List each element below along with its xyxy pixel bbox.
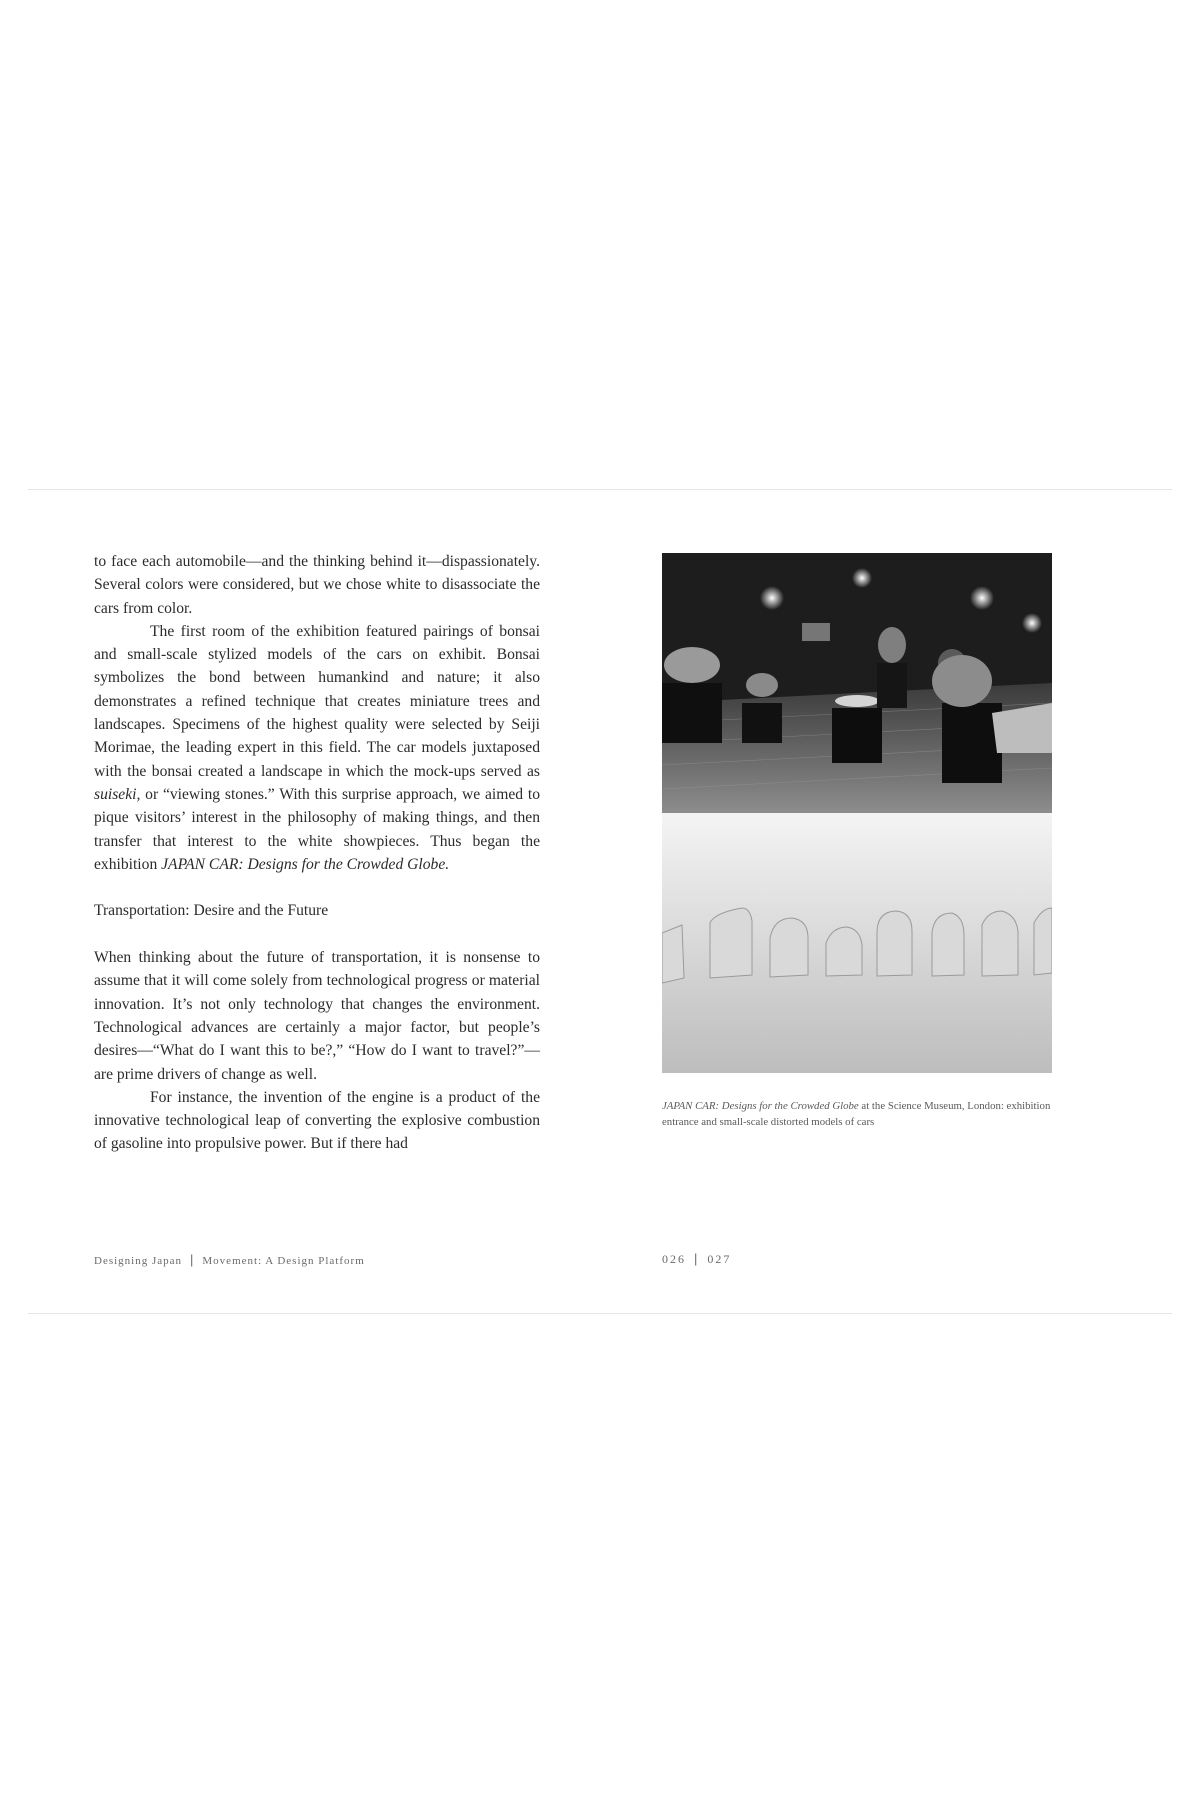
- term-suiseki: suiseki,: [94, 785, 141, 803]
- paragraph-3: When thinking about the future of transportation, it is nonsense to assume that it will come solely from technological progress or material innovation. It’s not only technology that changes the environment. Technological advances are certainly a major factor, but people’s desires—“What do I want this to be?,” “How do I want to travel?”—are prime drivers of change as well.: [94, 949, 540, 1083]
- chapter-title: Movement: A Design Platform: [202, 1255, 365, 1267]
- paragraph-4: For instance, the invention of the engine is a product of the innovative technological leap of converting the explosive combustion of gasoline into propulsive power. But if there had: [94, 1088, 540, 1153]
- figure-caption: [662, 1098, 1062, 1130]
- top-divider: [28, 489, 1172, 490]
- page-number-left: 026: [662, 1252, 686, 1266]
- running-footer: Designing Japan | Movement: A Design Platform: [94, 1252, 365, 1267]
- caption-text: at the Science Museum, London: exhibition entrance and small-scale distorted models of cars: [662, 1100, 1051, 1128]
- caption-title: JAPAN CAR: Designs for the Crowded Globe: [662, 1100, 859, 1112]
- bottom-divider: [28, 1313, 1172, 1314]
- photo-car-models: [662, 813, 1052, 1073]
- paragraph-2: The first room of the exhibition featured pairings of bonsai and small-scale stylized models of the cars on exhibit. Bonsai symbolizes the bond between humankind and nature; it also demonstrates a refined technique that creates miniature trees and landscapes. Specimens of the highest quality were selected by Seiji Morimae, the leading expert in this field. The car models juxtaposed with the bonsai created a landscape in which the mock-ups served as suiseki, or “viewing stones.” With this surprise approach, we aimed to pique visitors’ interest in the philosophy of making things, and then transfer that interest to the white showpieces. Thus began the exhibition JAPAN CAR: Designs for the Crowded Globe.: [94, 622, 540, 873]
- exhibition-title: JAPAN CAR: Designs for the Crowded Globe.: [161, 855, 450, 873]
- photo-exhibition-entrance: [662, 553, 1052, 813]
- section-heading: Transportation: Desire and the Future: [94, 902, 329, 920]
- page-numbers: 026 | 027: [662, 1251, 732, 1266]
- paragraph-1: to face each automobile—and the thinking behind it—dispassionately. Several colors were considered, but we chose white to disassociate the cars from color.: [94, 553, 540, 617]
- page-number-right: 027: [707, 1252, 732, 1266]
- book-title: Designing Japan: [94, 1255, 183, 1267]
- body-text-column: [94, 550, 540, 1156]
